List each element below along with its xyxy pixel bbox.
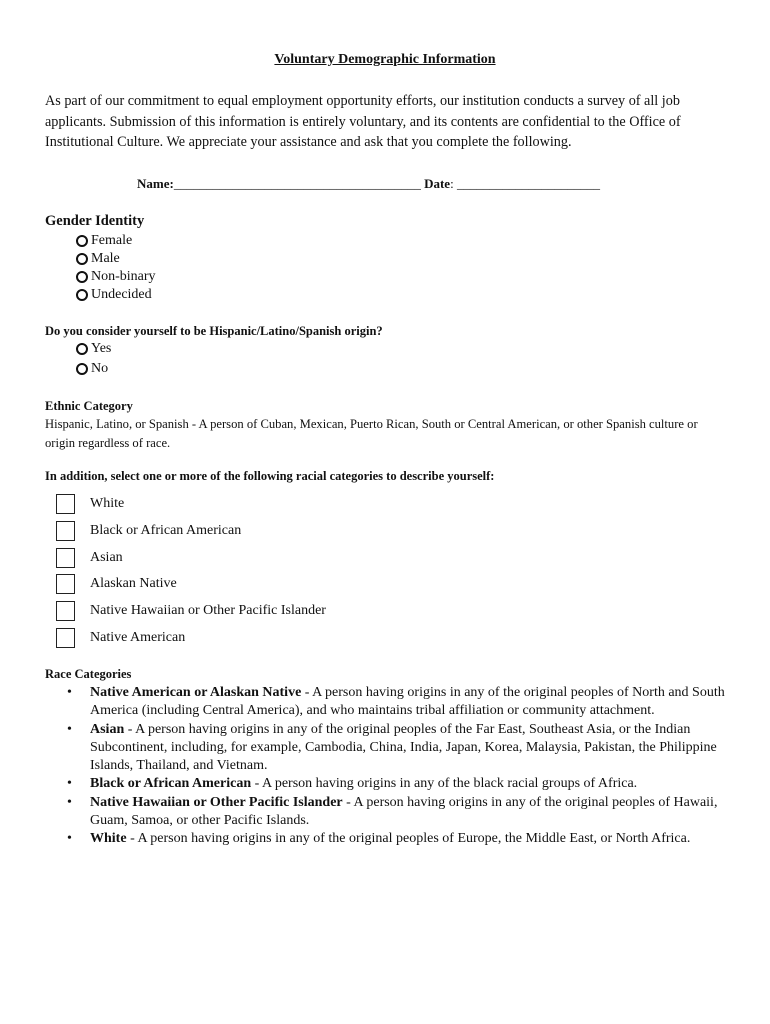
bullet-icon: • (67, 685, 72, 700)
document-title: Voluntary Demographic Information (274, 52, 496, 67)
racial-option-alaskan-native[interactable] (56, 571, 326, 598)
racial-options (56, 491, 326, 651)
ethnic-description: Hispanic, Latino, or Spanish - A person of Cuban, Mexican, Puerto Rican, South or Central American, or other Spanish culture or origin regardless of race. (45, 417, 698, 450)
name-label: Name: (137, 176, 174, 191)
checkbox-icon[interactable] (56, 521, 75, 541)
race-term: Black or African American (90, 776, 252, 792)
radio-icon[interactable] (76, 363, 88, 375)
racial-option-label: Native American (90, 629, 186, 645)
race-description: - A person having origins in any of the original peoples of North and South America (including Central America), and who maintains tribal affiliation or community attachment. (90, 685, 725, 719)
racial-option-label: Native Hawaiian or Other Pacific Islander (90, 603, 326, 619)
list-item (65, 684, 725, 721)
checkbox-icon[interactable] (56, 574, 75, 594)
hispanic-option-no[interactable] (76, 359, 111, 379)
list-item (65, 794, 725, 831)
racial-option-asian[interactable] (56, 544, 326, 571)
checkbox-icon[interactable] (56, 628, 75, 648)
gender-option-label: Non-binary (91, 269, 156, 284)
hispanic-option-yes[interactable] (76, 339, 111, 359)
ethnic-heading: Ethnic Category (45, 399, 133, 413)
list-item (65, 721, 725, 776)
racial-option-label: Asian (90, 549, 123, 565)
racial-option-label: Alaskan Native (90, 576, 177, 592)
gender-option-female[interactable] (76, 232, 156, 250)
race-description: - A person having origins in any of the black racial groups of Africa. (251, 776, 638, 792)
racial-heading: In addition, select one or more of the following racial categories to describe yourself: (45, 469, 495, 483)
gender-heading: Gender Identity (45, 213, 145, 229)
list-item (65, 775, 725, 793)
racial-option-native-hawaiian[interactable] (56, 598, 326, 625)
bullet-icon: • (67, 776, 72, 792)
race-categories-list (65, 684, 725, 849)
race-description: - A person having origins in any of the original peoples of Hawaii, Guam, Samoa, or other Pacific Islands. (90, 794, 718, 829)
hispanic-question: Do you consider yourself to be Hispanic/Latino/Spanish origin? (45, 324, 383, 338)
bullet-icon: • (67, 721, 72, 737)
race-term: White (90, 831, 127, 847)
gender-option-label: Female (91, 233, 133, 248)
name-field[interactable]: ______________________________________ (173, 176, 421, 191)
hispanic-option-label: No (91, 361, 109, 376)
date-field[interactable]: ______________________ (456, 176, 600, 191)
race-categories-heading: Race Categories (45, 667, 132, 681)
gender-option-undecided[interactable] (76, 286, 156, 304)
racial-option-black[interactable] (56, 518, 326, 545)
checkbox-icon[interactable] (56, 494, 75, 514)
date-label: Date (420, 176, 451, 191)
radio-icon[interactable] (76, 343, 88, 355)
radio-icon[interactable] (76, 235, 88, 247)
bullet-icon: • (67, 831, 72, 847)
checkbox-icon[interactable] (56, 601, 75, 621)
racial-option-label: White (90, 496, 125, 512)
race-term: Asian (90, 721, 125, 737)
race-term: Native Hawaiian or Other Pacific Islander (90, 794, 343, 810)
checkbox-icon[interactable] (56, 548, 75, 568)
gender-option-non-binary[interactable] (76, 268, 156, 286)
gender-option-label: Undecided (91, 287, 152, 302)
hispanic-options (76, 339, 111, 379)
race-description: - A person having origins in any of the original peoples of Europe, the Middle East, or North Africa. (126, 831, 691, 847)
radio-icon[interactable] (76, 253, 88, 265)
race-term: Native American or Alaskan Native (90, 685, 302, 700)
gender-option-male[interactable] (76, 250, 156, 268)
radio-icon[interactable] (76, 271, 88, 283)
race-description: - A person having origins in any of the original peoples of the Far East, Southeast Asia, or the Indian Subcontinent, including, for example, Cambodia, China, India, Japan, Korea, Malaysia, Pakistan, the Philippine Islands, Thailand, and Vietnam. (90, 721, 717, 774)
list-item (65, 830, 725, 848)
hispanic-option-label: Yes (91, 341, 112, 356)
gender-option-label: Male (91, 251, 120, 266)
intro-paragraph: As part of our commitment to equal employment opportunity efforts, our institution conducts a survey of all job applicants. Submission of this information is entirely voluntary, and its contents are confidential to the Office of Institutional Culture. We appreciate your assistance and ask that you complete the following. (45, 93, 681, 150)
racial-option-white[interactable] (56, 491, 326, 518)
racial-option-native-american[interactable] (56, 624, 326, 651)
gender-options (76, 232, 156, 304)
racial-option-label: Black or African American (90, 523, 242, 539)
radio-icon[interactable] (76, 289, 88, 301)
date-colon: : (450, 176, 457, 191)
name-date-row (137, 176, 600, 192)
bullet-icon: • (67, 794, 72, 810)
